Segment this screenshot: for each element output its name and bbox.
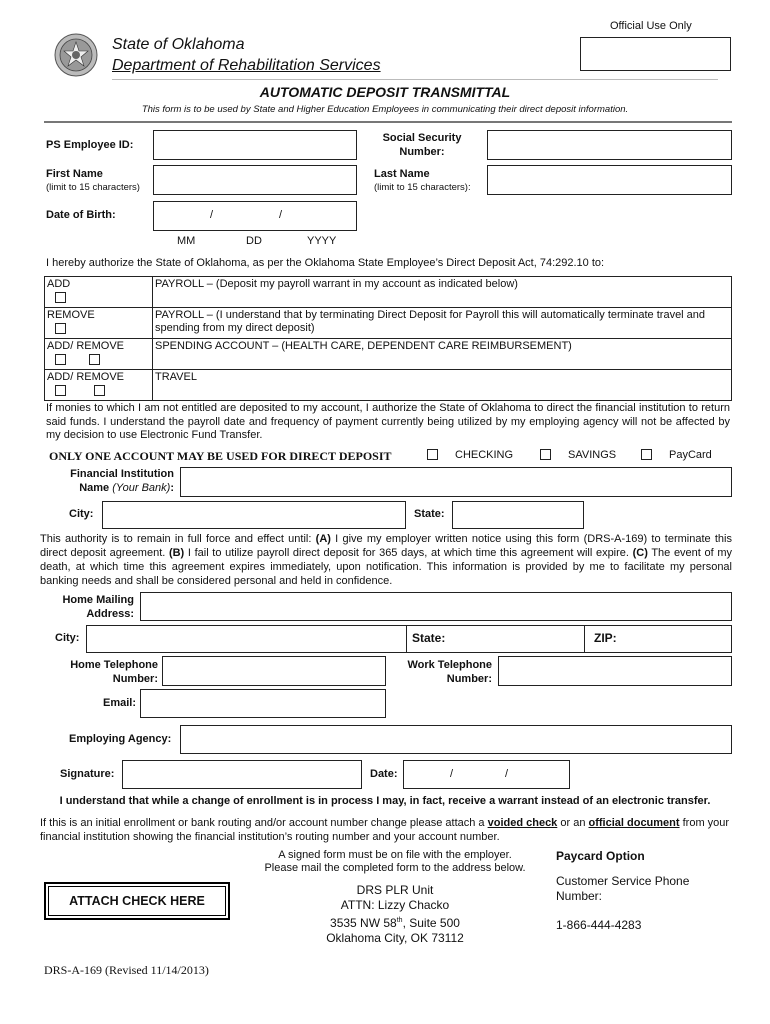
home-state-field[interactable] <box>452 625 584 653</box>
work-phone-label <box>380 658 492 686</box>
form-subtitle: This form is to be used by State and Higher Education Employees in communicating their direct deposit information. <box>141 104 629 115</box>
home-mailing-label <box>40 593 134 621</box>
email-field[interactable] <box>140 689 386 718</box>
dob-mm-label: MM <box>177 235 196 247</box>
authorize-text: I hereby authorize the State of Oklahoma, as per the Oklahoma State Employee’s Direct Deposit Act, 74:292.10 to: <box>46 257 605 269</box>
authority-text-3: I fail to utilize payroll direct deposit for 365 days, at which time this agreement will expire. <box>184 547 633 559</box>
remove-payroll-checkbox[interactable] <box>55 323 66 334</box>
city-state-divider <box>406 625 407 653</box>
work-phone-line2: Number: <box>446 673 492 685</box>
email-label: Email: <box>103 697 137 709</box>
savings-checkbox[interactable] <box>540 449 551 460</box>
address-line-3 <box>280 913 510 931</box>
auth-desc-cell: PAYROLL – (I understand that by terminating Direct Deposit for Payroll this will automatically terminate travel and spending from my direct deposit) <box>153 308 732 339</box>
sign-date-field[interactable] <box>403 760 570 789</box>
ps-employee-id-label: PS Employee ID: <box>46 139 134 151</box>
last-name-limit: (limit to 15 characters): <box>374 182 471 193</box>
address-street: 3535 NW 58 <box>330 916 397 930</box>
fi-name-word: Name <box>79 482 110 494</box>
monies-paragraph: If monies to which I am not entitled are deposited to my account, I authorize the State of Oklahoma to direct the financial institution to return said funds. I understand the payroll date and frequency of payment currently being utilized by my employing agency will not be affected by my decision to use Electronic Fund Transfer. <box>46 402 730 441</box>
first-name-field[interactable] <box>153 165 357 195</box>
bank-city-label: City: <box>69 508 94 520</box>
zip-field[interactable] <box>622 625 732 653</box>
voided-check-text: voided check <box>487 817 558 829</box>
checking-label: CHECKING <box>455 449 514 461</box>
state-zip-divider <box>584 625 585 653</box>
first-name-limit: (limit to 15 characters) <box>46 182 140 193</box>
checking-checkbox[interactable] <box>427 449 438 460</box>
paycard-phone: 1-866-444-4283 <box>556 918 642 932</box>
home-city-label: City: <box>55 632 80 644</box>
add-spending-checkbox[interactable] <box>55 354 66 365</box>
dob-label: Date of Birth: <box>46 209 116 221</box>
home-mailing-line1: Home Mailing <box>62 594 134 606</box>
title-rule <box>44 121 732 123</box>
auth-action-cell <box>45 370 153 401</box>
auth-action-label: REMOVE <box>47 309 95 321</box>
auth-desc-cell: PAYROLL – (Deposit my payroll warrant in my account as indicated below) <box>153 277 732 308</box>
add-travel-checkbox[interactable] <box>55 385 66 396</box>
dob-yyyy-label: YYYY <box>307 235 337 247</box>
ssn-label <box>362 131 482 159</box>
home-state-label: State: <box>412 631 446 645</box>
authority-text-4: The event of my death, at which time this agreement expires immediately, upon notification. This information is provided by me to facilitate my personal banking needs and shall be considered personal and held in confidence. <box>40 547 732 587</box>
first-name-label: First Name <box>46 168 103 180</box>
paycard-customer-service <box>556 874 689 904</box>
savings-label: SAVINGS <box>568 449 617 461</box>
fi-label-line2 <box>40 481 174 495</box>
home-phone-line2: Number: <box>112 673 158 685</box>
address-line-4: Oklahoma City, OK 73112 <box>326 931 464 945</box>
official-document-text: official document <box>588 817 680 829</box>
address-suite: , Suite 500 <box>402 916 460 930</box>
form-number: DRS-A-169 (Revised 11/14/2013) <box>44 963 209 977</box>
state-name: State of Oklahoma <box>112 36 245 53</box>
oklahoma-seal-icon <box>54 33 98 77</box>
bank-city-field[interactable] <box>102 501 406 529</box>
zip-label: ZIP: <box>594 631 617 645</box>
official-use-box[interactable] <box>580 37 731 71</box>
auth-row-spending-account <box>45 339 732 370</box>
mail-instructions <box>240 849 550 875</box>
cs-line-1: Customer Service Phone <box>556 874 690 888</box>
ssn-label-line1: Social Security <box>382 132 462 144</box>
auth-action-cell <box>45 339 153 370</box>
auth-row-remove-payroll <box>45 308 732 339</box>
fi-colon: : <box>170 482 174 494</box>
dob-field[interactable] <box>153 201 357 231</box>
last-name-field[interactable] <box>487 165 732 195</box>
ps-employee-id-field[interactable] <box>153 130 357 160</box>
fi-your-bank: (Your Bank) <box>112 482 171 494</box>
authority-text-1: This authority is to remain in full force and effect until: <box>40 533 316 545</box>
authority-b: (B) <box>168 547 185 559</box>
ssn-field[interactable] <box>487 130 732 160</box>
header-rule <box>112 79 718 80</box>
department-name: Department of Rehabilitation Services <box>112 57 381 74</box>
auth-action-cell <box>45 308 153 339</box>
remove-spending-checkbox[interactable] <box>89 354 100 365</box>
paycard-option-title: Paycard Option <box>556 849 645 863</box>
auth-row-travel <box>45 370 732 401</box>
home-phone-field[interactable] <box>162 656 386 686</box>
fi-label-line1: Financial Institution <box>70 468 174 480</box>
last-name-label: Last Name <box>374 168 430 180</box>
address-line-2: ATTN: Lizzy Chacko <box>340 898 450 912</box>
add-payroll-checkbox[interactable] <box>55 292 66 303</box>
sign-date-slash-1: / <box>450 768 454 780</box>
auth-desc-cell: SPENDING ACCOUNT – (HEALTH CARE, DEPENDENT CARE REIMBURSEMENT) <box>153 339 732 370</box>
attach-check-label: ATTACH CHECK HERE <box>48 886 226 916</box>
authorization-table <box>44 276 732 401</box>
official-use-label: Official Use Only <box>610 20 692 32</box>
employing-agency-label: Employing Agency: <box>69 733 172 745</box>
home-mailing-address-field[interactable] <box>140 592 732 621</box>
cs-line-2: Number: <box>556 889 603 903</box>
dob-slash-2: / <box>279 209 283 221</box>
financial-institution-field[interactable] <box>180 467 732 497</box>
initial-text-1: If this is an initial enrollment or bank routing and/or account number change please attach a <box>40 817 488 829</box>
home-mailing-line2: Address: <box>86 608 134 620</box>
attach-check-area[interactable] <box>44 882 230 920</box>
authority-paragraph <box>40 532 732 588</box>
work-phone-field[interactable] <box>498 656 732 686</box>
ssn-label-line2: Number: <box>399 146 445 158</box>
paycard-label: PayCard <box>669 449 712 461</box>
authority-a: (A) <box>315 533 331 545</box>
work-phone-line1: Work Telephone <box>407 659 492 671</box>
employing-agency-field[interactable] <box>180 725 732 754</box>
signature-field[interactable] <box>122 760 362 789</box>
address-ordinal: th <box>396 917 403 924</box>
bank-state-field[interactable] <box>452 501 584 529</box>
initial-text-3: from your financial institution showing the financial institution’s routing number and your account number. <box>40 817 730 843</box>
auth-row-add-payroll <box>45 277 732 308</box>
dob-dd-label: DD <box>246 235 262 247</box>
bank-state-label: State: <box>414 508 445 520</box>
home-phone-label <box>40 658 158 686</box>
remove-travel-checkbox[interactable] <box>94 385 105 396</box>
paycard-checkbox[interactable] <box>641 449 652 460</box>
initial-enrollment-paragraph <box>40 816 730 844</box>
address-line-1: DRS PLR Unit <box>356 883 434 897</box>
enrollment-warning: I understand that while a change of enrollment is in process I may, in fact, receive a warrant instead of an electronic transfer. <box>59 795 711 807</box>
home-city-field[interactable] <box>86 625 406 653</box>
home-phone-line1: Home Telephone <box>70 659 158 671</box>
dob-slash-1: / <box>210 209 214 221</box>
one-account-notice: ONLY ONE ACCOUNT MAY BE USED FOR DIRECT DEPOSIT <box>49 449 392 463</box>
mail-line-1: A signed form must be on file with the employer. <box>278 849 512 861</box>
financial-institution-label <box>40 467 174 495</box>
auth-desc-cell: TRAVEL <box>153 370 732 401</box>
sign-date-slash-2: / <box>505 768 509 780</box>
mailing-address <box>280 883 510 946</box>
auth-action-label: ADD <box>47 278 71 290</box>
signature-label: Signature: <box>60 768 115 780</box>
authority-text-2: I give my employer written notice using this form (DRS-A-169) to terminate this direct deposit agreement. <box>40 533 732 559</box>
auth-action-label: ADD/ REMOVE <box>47 340 125 352</box>
auth-action-cell <box>45 277 153 308</box>
mail-line-2: Please mail the completed form to the address below. <box>264 862 526 874</box>
form-title: AUTOMATIC DEPOSIT TRANSMITTAL <box>259 84 511 100</box>
authority-c: (C) <box>632 547 648 559</box>
initial-text-2: or an <box>557 817 589 829</box>
sign-date-label: Date: <box>370 768 398 780</box>
auth-action-label: ADD/ REMOVE <box>47 371 125 383</box>
